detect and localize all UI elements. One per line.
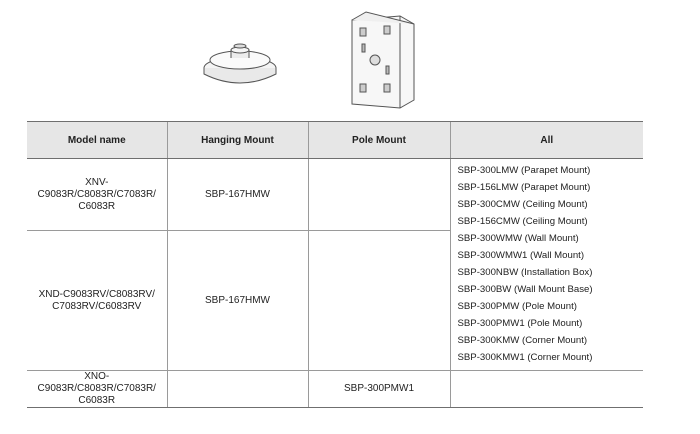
all-mount-item: SBP-300BW (Wall Mount Base) (457, 284, 593, 295)
all-mount-item: SBP-156CMW (Ceiling Mount) (457, 216, 588, 227)
model-name-cell: XNO-C9083R/C8083R/C7083R/ C6083R (27, 371, 167, 408)
all-mount-item: SBP-156LMW (Parapet Mount) (457, 182, 591, 193)
hanging-mount-image (204, 44, 276, 83)
model-name-cell: XND-C9083RV/C8083RV/ C7083RV/C6083RV (27, 231, 167, 371)
model-name-cell: XNV-C9083R/C8083R/C7083R/ C6083R (27, 159, 167, 231)
hanging-mount-cell (167, 371, 308, 408)
all-mount-item: SBP-300KMW (Corner Mount) (457, 335, 588, 346)
hanging-mount-cell: SBP-167HMW (167, 231, 308, 371)
all-mount-item: SBP-300PMW (Pole Mount) (457, 301, 577, 312)
pole-mount-cell (308, 159, 450, 231)
table-header-row (27, 122, 643, 159)
all-mount-item: SBP-300LMW (Parapet Mount) (457, 165, 591, 176)
compatibility-table (27, 121, 643, 408)
mount-illustrations (0, 0, 700, 120)
all-mount-item: SBP-300WMW (Wall Mount) (457, 233, 579, 244)
hanging-mount-cell: SBP-167HMW (167, 159, 308, 231)
all-mount-item: SBP-300CMW (Ceiling Mount) (457, 199, 588, 210)
pole-mount-cell: SBP-300PMW1 (308, 371, 450, 408)
all-mount-item: SBP-300WMW1 (Wall Mount) (457, 250, 585, 261)
header-pole-mount: Pole Mount (308, 122, 450, 159)
pole-mount-image (352, 12, 414, 108)
all-mount-item: SBP-300PMW1 (Pole Mount) (457, 318, 583, 329)
table-row (27, 371, 643, 408)
table-row (27, 159, 643, 231)
header-all: All (450, 122, 643, 159)
pole-mount-cell (308, 231, 450, 371)
header-hanging-mount: Hanging Mount (167, 122, 308, 159)
header-model-name: Model name (27, 122, 167, 159)
all-mounts-cell-empty (450, 371, 643, 408)
all-mounts-cell (450, 159, 643, 371)
all-mount-item: SBP-300NBW (Installation Box) (457, 267, 593, 278)
all-mount-item: SBP-300KMW1 (Corner Mount) (457, 352, 593, 363)
